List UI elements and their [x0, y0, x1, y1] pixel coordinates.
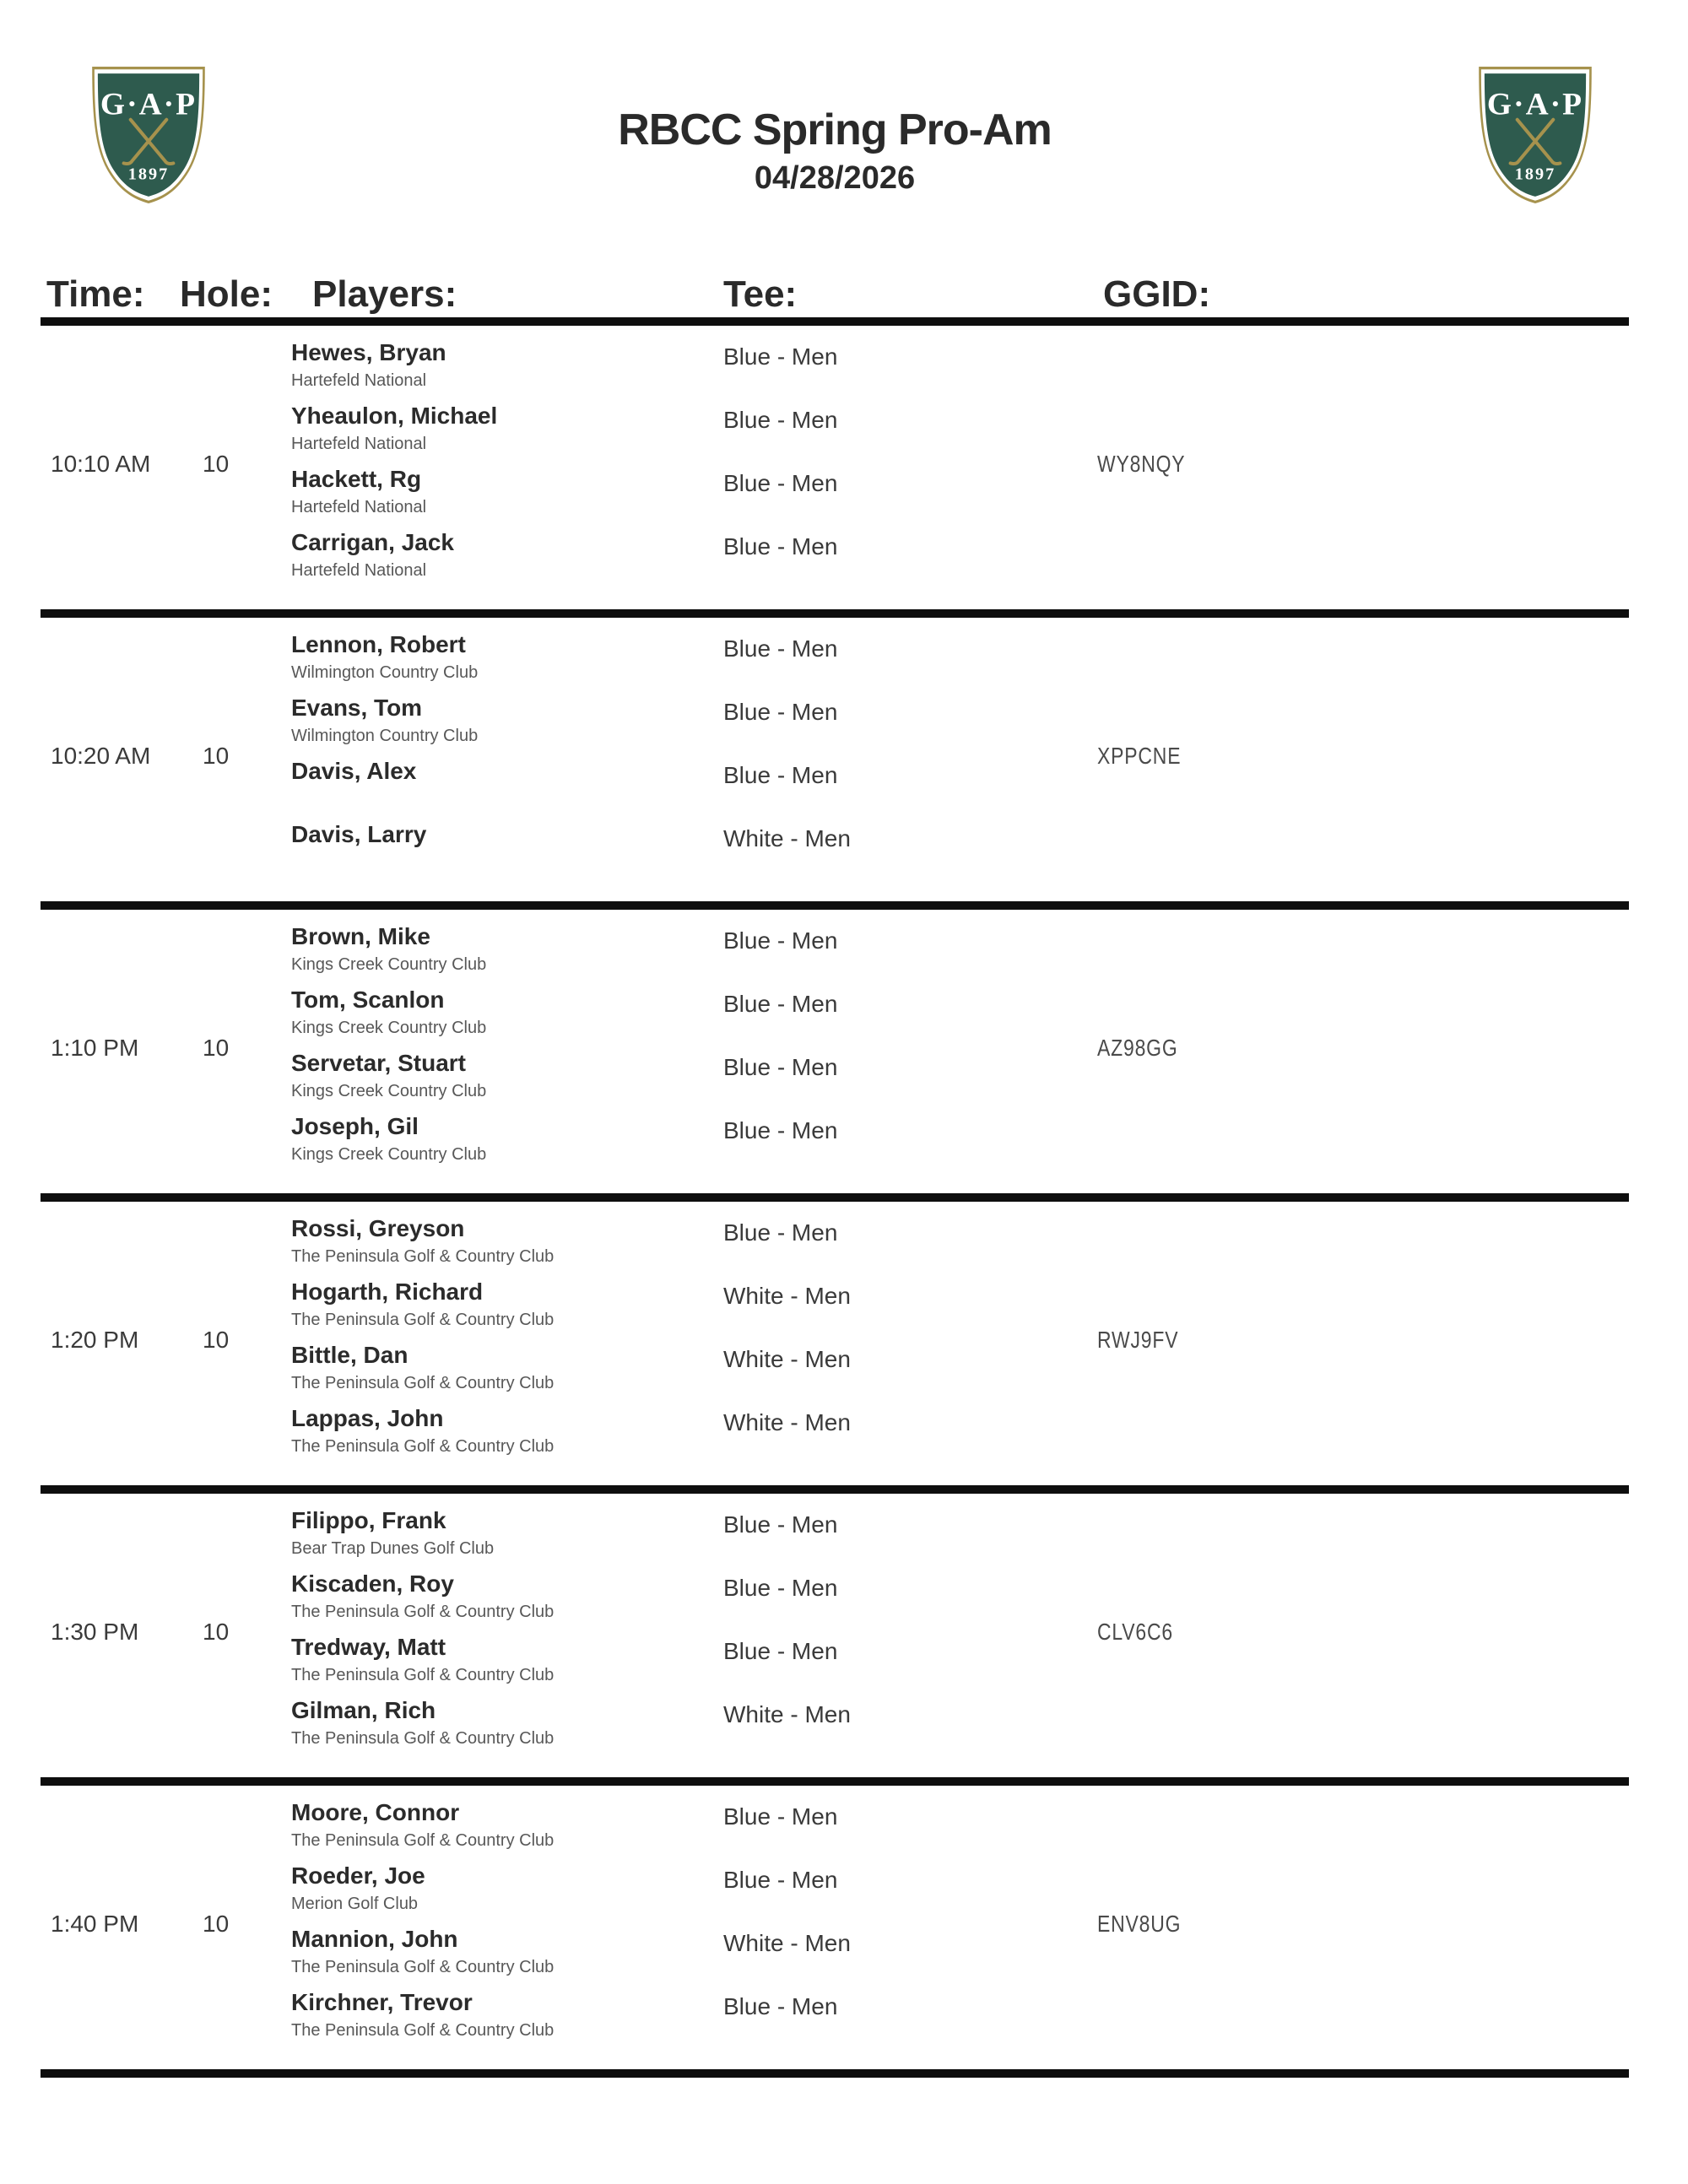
tee-assignment: Blue - Men [723, 343, 838, 370]
group-cell-hole [173, 1506, 291, 1759]
players-list [291, 338, 723, 591]
tees-list [723, 338, 1097, 591]
player-slot [291, 1111, 723, 1175]
gap-acronym: G·A·P [100, 87, 197, 122]
player-club: Hartefeld National [291, 435, 427, 453]
tee-time-group [41, 910, 1629, 1193]
tee-assignment: Blue - Men [723, 762, 838, 788]
tee-time: 1:30 PM [51, 1619, 139, 1645]
start-hole: 10 [203, 1911, 230, 1937]
tee-time-group [41, 618, 1629, 901]
founding-year: 1897 [127, 165, 170, 184]
start-hole: 10 [203, 1619, 230, 1645]
players-list [291, 1214, 723, 1467]
player-name: Tom, Scanlon [291, 987, 445, 1013]
gap-acronym: G·A·P [1486, 87, 1584, 122]
player-slot [291, 401, 723, 464]
group-cell-time [41, 630, 173, 883]
player-name: Roeder, Joe [291, 1862, 425, 1889]
player-name: Filippo, Frank [291, 1507, 446, 1533]
tee-assignment: White - Men [723, 1930, 851, 1956]
tee-assignment: Blue - Men [723, 1117, 838, 1143]
col-header-players: Players: [312, 273, 457, 315]
tee-assignment: White - Men [723, 1701, 851, 1727]
group-cell-time [41, 1214, 173, 1467]
ggid-code: RWJ9FV [1097, 1327, 1179, 1353]
ggid-code: XPPCNE [1097, 743, 1182, 769]
group-cell-hole [173, 1214, 291, 1467]
group-cell-hole [173, 1797, 291, 2051]
group-cell-ggid [1097, 1214, 1629, 1467]
group-cell-ggid [1097, 1797, 1629, 2051]
header-rule [41, 317, 1629, 326]
player-name: Kiscaden, Roy [291, 1570, 454, 1597]
group-rule [41, 1193, 1629, 1202]
player-name: Mannion, John [291, 1926, 458, 1952]
tee-assignment: Blue - Men [723, 635, 838, 662]
player-name: Tredway, Matt [291, 1634, 446, 1660]
ggid-code: ENV8UG [1097, 1911, 1182, 1937]
players-list [291, 1797, 723, 2051]
masthead [41, 0, 1629, 211]
tee-assignment: Blue - Men [723, 470, 838, 496]
tee-assignment: Blue - Men [723, 533, 838, 560]
player-name: Carrigan, Jack [291, 529, 454, 555]
tee-time-group [41, 1202, 1629, 1485]
tee-assignment: White - Men [723, 825, 851, 851]
player-slot [291, 1632, 723, 1695]
player-name: Bittle, Dan [291, 1342, 408, 1368]
tee-assignment: Blue - Men [723, 1575, 838, 1601]
player-name: Moore, Connor [291, 1799, 460, 1825]
player-slot [291, 1695, 723, 1759]
player-slot [291, 985, 723, 1048]
tee-assignment: Blue - Men [723, 407, 838, 433]
gap-crest-logo-right [1471, 63, 1599, 204]
tee-time: 1:40 PM [51, 1911, 139, 1937]
player-club: Kings Creek Country Club [291, 1145, 487, 1164]
founding-year: 1897 [1514, 165, 1556, 184]
group-cell-hole [173, 630, 291, 883]
players-list [291, 1506, 723, 1759]
player-club: Bear Trap Dunes Golf Club [291, 1539, 495, 1558]
player-club: The Peninsula Golf & Country Club [291, 1311, 555, 1329]
ggid-code: WY8NQY [1097, 451, 1186, 477]
player-name: Davis, Larry [291, 821, 427, 847]
start-hole: 10 [203, 1035, 230, 1061]
group-cell-ggid [1097, 1506, 1629, 1759]
player-slot [291, 1924, 723, 1987]
player-slot [291, 527, 723, 591]
player-slot [291, 1506, 723, 1569]
player-slot [291, 464, 723, 527]
player-name: Davis, Alex [291, 758, 417, 784]
tee-assignment: Blue - Men [723, 1219, 838, 1246]
title-block [41, 105, 1629, 196]
player-club: Kings Creek Country Club [291, 1082, 487, 1100]
player-name: Hackett, Rg [291, 466, 422, 492]
tee-time: 1:20 PM [51, 1327, 139, 1353]
tee-time: 10:10 AM [51, 451, 151, 477]
player-club: Wilmington Country Club [291, 663, 479, 682]
group-cell-ggid [1097, 922, 1629, 1175]
player-club: The Peninsula Golf & Country Club [291, 2021, 555, 2040]
tee-assignment: White - Men [723, 1283, 851, 1309]
tee-assignment: Blue - Men [723, 1867, 838, 1893]
player-slot [291, 630, 723, 693]
player-slot [291, 922, 723, 985]
player-name: Brown, Mike [291, 923, 430, 949]
player-slot [291, 338, 723, 401]
player-slot [291, 1214, 723, 1277]
player-slot [291, 819, 723, 883]
group-cell-time [41, 338, 173, 591]
tee-time-group [41, 1494, 1629, 1777]
group-rule [41, 1777, 1629, 1786]
player-name: Rossi, Greyson [291, 1215, 465, 1241]
player-club: The Peninsula Golf & Country Club [291, 1247, 555, 1266]
tee-time-group [41, 326, 1629, 609]
tee-assignment: Blue - Men [723, 1511, 838, 1538]
player-club: Kings Creek Country Club [291, 955, 487, 974]
player-name: Lappas, John [291, 1405, 444, 1431]
player-club: The Peninsula Golf & Country Club [291, 1666, 555, 1684]
tee-assignment: Blue - Men [723, 1054, 838, 1080]
player-club: Hartefeld National [291, 498, 427, 516]
group-rule [41, 1485, 1629, 1494]
player-name: Evans, Tom [291, 695, 423, 721]
player-club: The Peninsula Golf & Country Club [291, 1729, 555, 1748]
player-club: The Peninsula Golf & Country Club [291, 1831, 555, 1850]
player-slot [291, 1797, 723, 1861]
player-slot [291, 1048, 723, 1111]
player-club: The Peninsula Golf & Country Club [291, 1374, 555, 1392]
group-cell-hole [173, 338, 291, 591]
tee-time-groups [41, 326, 1629, 2078]
tees-list [723, 1214, 1097, 1467]
event-date: 04/28/2026 [754, 160, 916, 196]
event-title: RBCC Spring Pro-Am [618, 105, 1052, 154]
start-hole: 10 [203, 1327, 230, 1353]
tee-time: 10:20 AM [51, 743, 151, 769]
group-cell-time [41, 922, 173, 1175]
player-name: Gilman, Rich [291, 1697, 436, 1723]
column-headers [41, 272, 1629, 317]
player-name: Lennon, Robert [291, 631, 466, 657]
group-cell-ggid [1097, 630, 1629, 883]
group-cell-ggid [1097, 338, 1629, 591]
player-club: Wilmington Country Club [291, 727, 479, 745]
player-club: The Peninsula Golf & Country Club [291, 1437, 555, 1456]
player-slot [291, 693, 723, 756]
player-name: Hewes, Bryan [291, 339, 446, 365]
player-club: Merion Golf Club [291, 1895, 419, 1913]
player-slot [291, 1987, 723, 2051]
group-rule [41, 609, 1629, 618]
player-name: Kirchner, Trevor [291, 1989, 473, 2015]
tee-assignment: White - Men [723, 1346, 851, 1372]
start-hole: 10 [203, 451, 230, 477]
tee-assignment: Blue - Men [723, 699, 838, 725]
tee-time-group [41, 1786, 1629, 2069]
player-slot [291, 1403, 723, 1467]
tee-assignment: White - Men [723, 1409, 851, 1435]
group-cell-time [41, 1797, 173, 2051]
player-name: Hogarth, Richard [291, 1279, 484, 1305]
tees-list [723, 630, 1097, 883]
col-header-hole: Hole: [180, 273, 273, 315]
col-header-tee: Tee: [723, 273, 798, 315]
col-header-time: Time: [46, 273, 145, 315]
ggid-code: AZ98GG [1097, 1035, 1178, 1061]
player-slot [291, 1340, 723, 1403]
ggid-code: CLV6C6 [1097, 1619, 1174, 1645]
player-slot [291, 1277, 723, 1340]
tee-assignment: Blue - Men [723, 1638, 838, 1664]
players-list [291, 630, 723, 883]
player-name: Yheaulon, Michael [291, 403, 498, 429]
group-cell-time [41, 1506, 173, 1759]
tee-assignment: Blue - Men [723, 1803, 838, 1830]
start-hole: 10 [203, 743, 230, 769]
player-name: Joseph, Gil [291, 1113, 419, 1139]
player-slot [291, 756, 723, 819]
group-rule [41, 901, 1629, 910]
player-club: Hartefeld National [291, 561, 427, 580]
col-header-ggid: GGID: [1103, 273, 1211, 315]
tees-list [723, 922, 1097, 1175]
player-club: Hartefeld National [291, 371, 427, 390]
player-club: Kings Creek Country Club [291, 1019, 487, 1037]
group-cell-hole [173, 922, 291, 1175]
tee-time: 1:10 PM [51, 1035, 139, 1061]
tee-assignment: Blue - Men [723, 1993, 838, 2019]
player-slot [291, 1569, 723, 1632]
player-slot [291, 1861, 723, 1924]
tee-assignment: Blue - Men [723, 927, 838, 954]
group-rule [41, 2069, 1629, 2078]
players-list [291, 922, 723, 1175]
player-club: The Peninsula Golf & Country Club [291, 1958, 555, 1976]
tee-assignment: Blue - Men [723, 991, 838, 1017]
player-name: Servetar, Stuart [291, 1050, 466, 1076]
player-club: The Peninsula Golf & Country Club [291, 1603, 555, 1621]
tees-list [723, 1506, 1097, 1759]
tees-list [723, 1797, 1097, 2051]
